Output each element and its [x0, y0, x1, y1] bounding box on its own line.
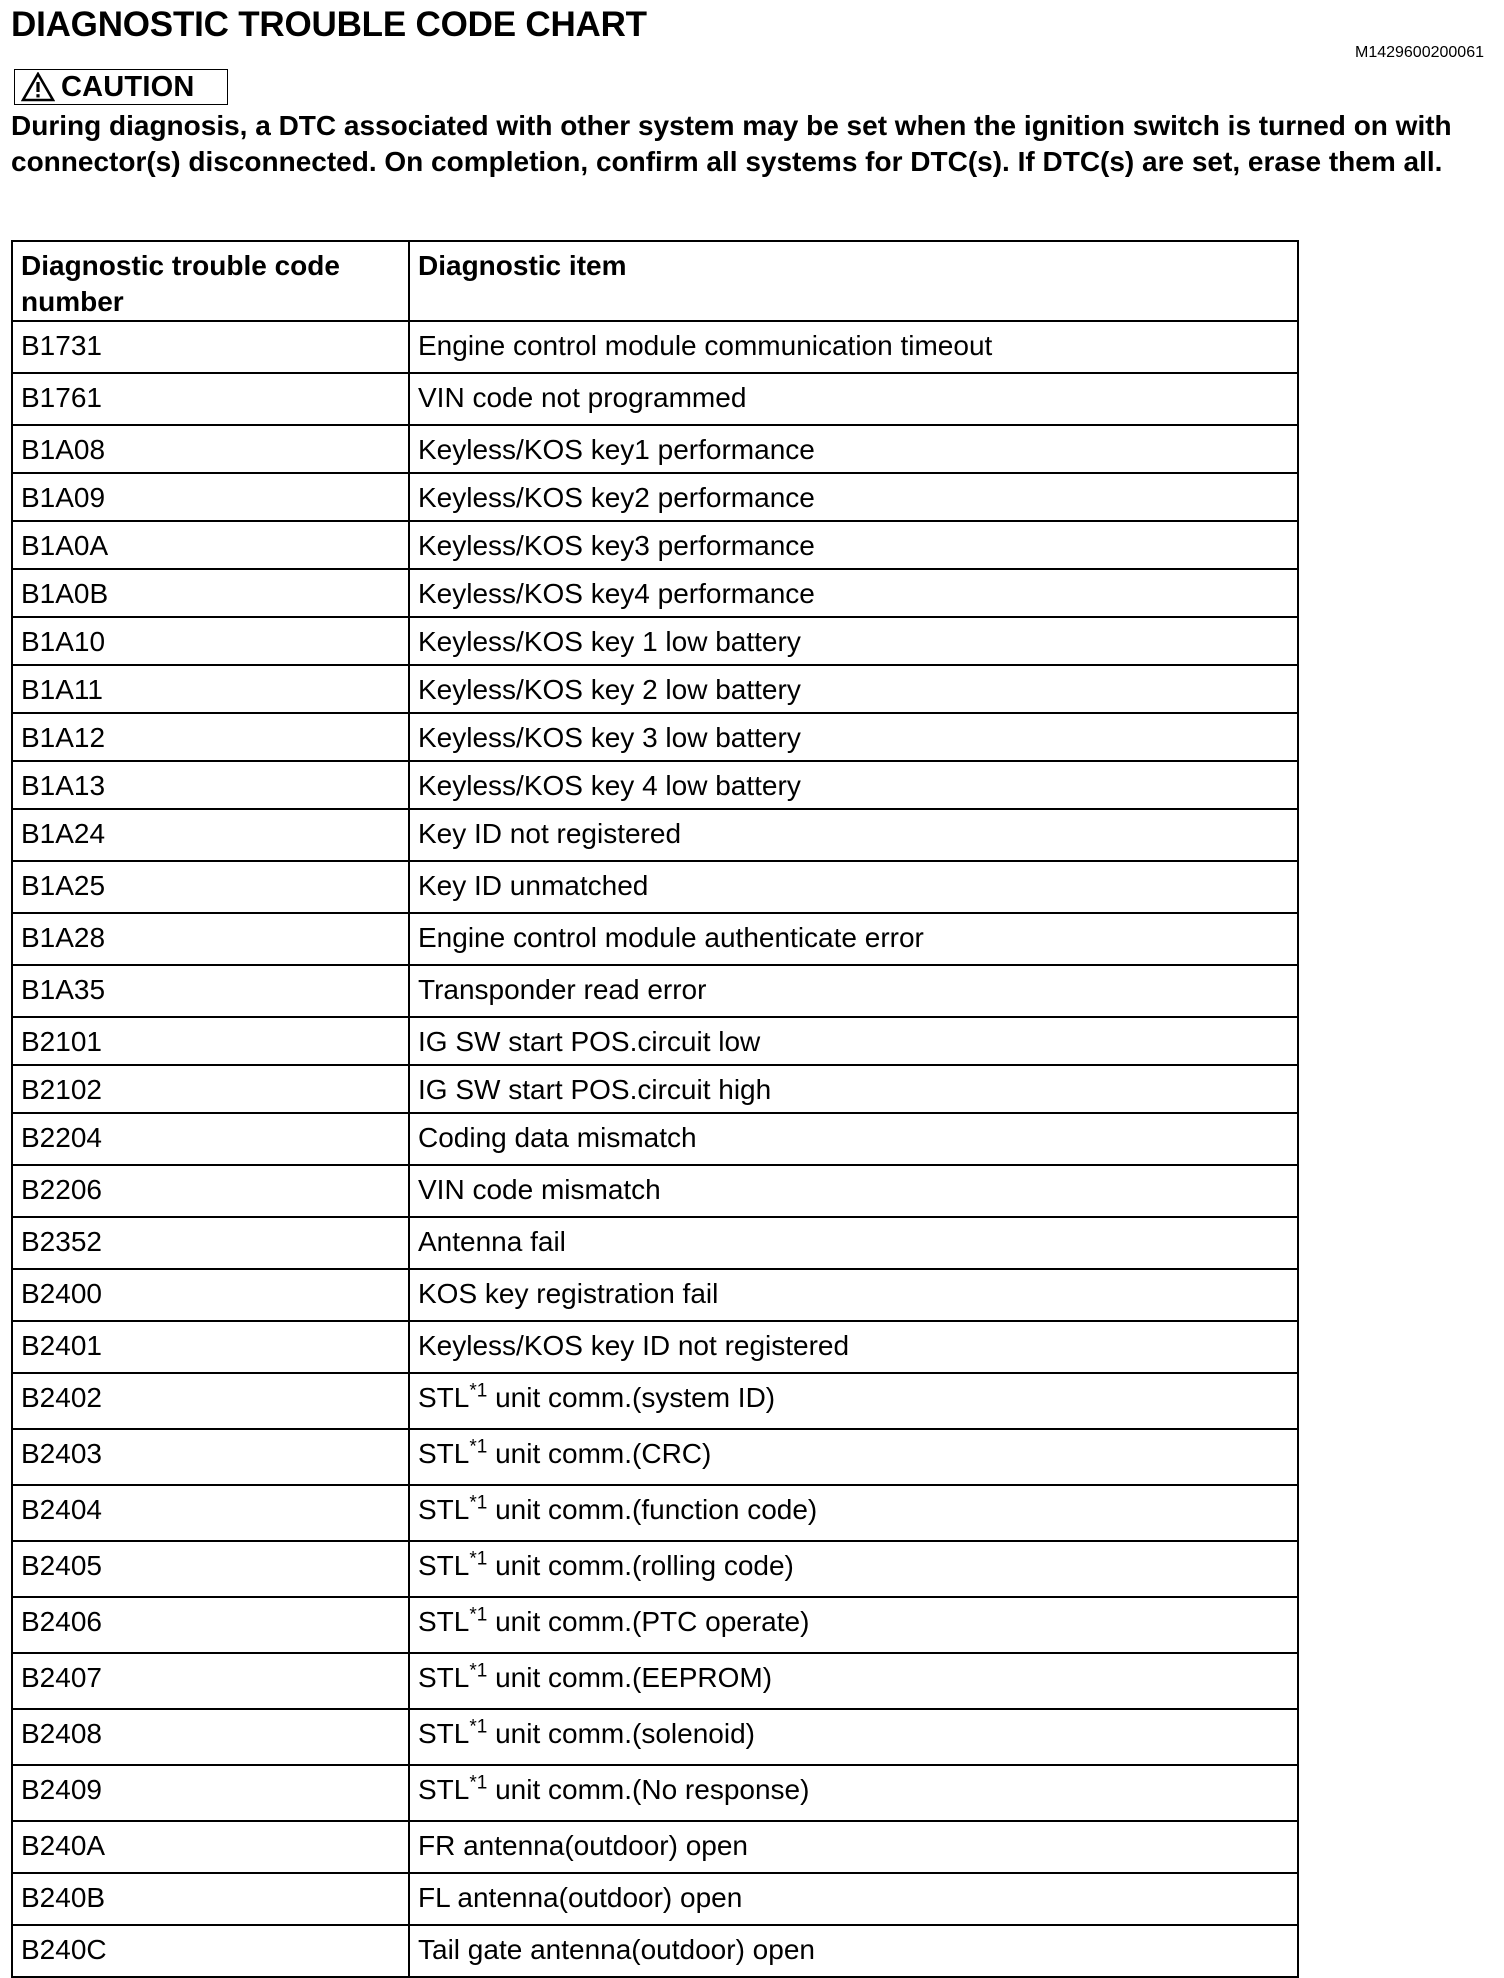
item-prefix: STL: [418, 1494, 470, 1525]
table-row: [12, 1017, 1298, 1065]
table-row: [12, 1373, 1298, 1429]
caution-text: During diagnosis, a DTC associated with other system may be set when the ignition switch is turned on with connector(s) disconnected. On completion, confirm all systems for DTC(s). If DTC(s) are set, erase them all.: [11, 110, 1452, 177]
dtc-code-cell: B1A11: [12, 665, 409, 713]
table-row: [12, 1597, 1298, 1653]
dtc-code-cell: B2204: [12, 1113, 409, 1165]
item-suffix: unit comm.(system ID): [487, 1382, 776, 1413]
table-row: [12, 1165, 1298, 1217]
table-row: [12, 1541, 1298, 1597]
table-row: [12, 521, 1298, 569]
dtc-code-cell: B1A12: [12, 713, 409, 761]
footnote-marker: *1: [469, 1548, 488, 1570]
item-prefix: STL: [418, 1606, 470, 1637]
table-row: [12, 1321, 1298, 1373]
dtc-code-cell: B2352: [12, 1217, 409, 1269]
table-row: [12, 1269, 1298, 1321]
table-row: [12, 617, 1298, 665]
diagnostic-item-cell: Keyless/KOS key 3 low battery: [409, 713, 1298, 761]
diagnostic-item-cell: Tail gate antenna(outdoor) open: [409, 1925, 1298, 1977]
diagnostic-item-cell: VIN code mismatch: [409, 1165, 1298, 1217]
dtc-code-cell: B2400: [12, 1269, 409, 1321]
diagnostic-item-cell: Keyless/KOS key 2 low battery: [409, 665, 1298, 713]
diagnostic-item-cell: FR antenna(outdoor) open: [409, 1821, 1298, 1873]
dtc-code-cell: B1A25: [12, 861, 409, 913]
table-row: [12, 1873, 1298, 1925]
table-row: [12, 1113, 1298, 1165]
caution-box: [14, 69, 228, 105]
item-suffix: unit comm.(PTC operate): [487, 1606, 810, 1637]
diagnostic-item-cell: IG SW start POS.circuit low: [409, 1017, 1298, 1065]
diagnostic-item-cell: VIN code not programmed: [409, 373, 1298, 425]
diagnostic-item-cell: Transponder read error: [409, 965, 1298, 1017]
item-prefix: STL: [418, 1662, 470, 1693]
diagnostic-item-cell: Keyless/KOS key ID not registered: [409, 1321, 1298, 1373]
footnote-marker: *1: [469, 1380, 488, 1402]
table-row: [12, 809, 1298, 861]
page-title: DIAGNOSTIC TROUBLE CODE CHART: [11, 5, 647, 44]
footnote-marker: *1: [469, 1436, 488, 1458]
caution-label: CAUTION: [61, 70, 195, 103]
table-row: [12, 913, 1298, 965]
diagnostic-item-cell: Key ID not registered: [409, 809, 1298, 861]
footnote-marker: *1: [469, 1716, 488, 1738]
table-row: [12, 373, 1298, 425]
diagnostic-item-cell: [409, 1653, 1298, 1709]
table-row: [12, 965, 1298, 1017]
diagnostic-item-cell: Engine control module communication timeout: [409, 321, 1298, 373]
diagnostic-item-cell: [409, 1485, 1298, 1541]
diagnostic-item-cell: [409, 1597, 1298, 1653]
table-row: [12, 321, 1298, 373]
dtc-code-cell: B1A08: [12, 425, 409, 473]
dtc-code-cell: B1A0B: [12, 569, 409, 617]
diagnostic-item-cell: Engine control module authenticate error: [409, 913, 1298, 965]
dtc-code-cell: B2403: [12, 1429, 409, 1485]
dtc-code-cell: B2401: [12, 1321, 409, 1373]
diagnostic-item-cell: [409, 1373, 1298, 1429]
diagnostic-item-cell: [409, 1765, 1298, 1821]
diagnostic-item-cell: Keyless/KOS key 4 low battery: [409, 761, 1298, 809]
table-row: [12, 761, 1298, 809]
dtc-code-cell: B1731: [12, 321, 409, 373]
item-prefix: STL: [418, 1382, 470, 1413]
table-row: [12, 1217, 1298, 1269]
warning-triangle-icon: [21, 72, 55, 102]
diagnostic-item-cell: [409, 1429, 1298, 1485]
item-prefix: STL: [418, 1718, 470, 1749]
table-row: [12, 1765, 1298, 1821]
table-row: [12, 1925, 1298, 1977]
table-row: [12, 1821, 1298, 1873]
dtc-code-cell: B2406: [12, 1597, 409, 1653]
dtc-code-cell: B1A28: [12, 913, 409, 965]
diagnostic-item-cell: Keyless/KOS key 1 low battery: [409, 617, 1298, 665]
diagnostic-item-cell: IG SW start POS.circuit high: [409, 1065, 1298, 1113]
table-row: [12, 861, 1298, 913]
dtc-code-cell: B2101: [12, 1017, 409, 1065]
footnote-marker: *1: [469, 1492, 488, 1514]
table-row: [12, 473, 1298, 521]
dtc-code-cell: B240A: [12, 1821, 409, 1873]
dtc-table: [11, 240, 1299, 1978]
item-suffix: unit comm.(function code): [487, 1494, 818, 1525]
dtc-code-cell: B2409: [12, 1765, 409, 1821]
table-row: [12, 1429, 1298, 1485]
diagnostic-item-cell: Keyless/KOS key2 performance: [409, 473, 1298, 521]
diagnostic-item-cell: Key ID unmatched: [409, 861, 1298, 913]
item-suffix: unit comm.(solenoid): [487, 1718, 755, 1749]
dtc-code-cell: B1A10: [12, 617, 409, 665]
item-prefix: STL: [418, 1438, 470, 1469]
diagnostic-item-cell: Keyless/KOS key1 performance: [409, 425, 1298, 473]
dtc-code-cell: B2408: [12, 1709, 409, 1765]
dtc-code-cell: B1A35: [12, 965, 409, 1017]
dtc-code-cell: B2404: [12, 1485, 409, 1541]
diagnostic-item-cell: Coding data mismatch: [409, 1113, 1298, 1165]
diagnostic-item-cell: [409, 1709, 1298, 1765]
footnote-marker: *1: [469, 1660, 488, 1682]
footnote-marker: *1: [469, 1604, 488, 1626]
table-row: [12, 665, 1298, 713]
header-code: Diagnostic trouble code number: [12, 241, 409, 321]
diagnostic-item-cell: KOS key registration fail: [409, 1269, 1298, 1321]
dtc-code-cell: B2402: [12, 1373, 409, 1429]
diagnostic-item-cell: Antenna fail: [409, 1217, 1298, 1269]
dtc-code-cell: B1A24: [12, 809, 409, 861]
item-suffix: unit comm.(rolling code): [487, 1550, 794, 1581]
dtc-code-cell: B2206: [12, 1165, 409, 1217]
item-prefix: STL: [418, 1550, 470, 1581]
item-suffix: unit comm.(No response): [487, 1774, 810, 1805]
table-row: [12, 1065, 1298, 1113]
dtc-code-cell: B240C: [12, 1925, 409, 1977]
diagnostic-item-cell: Keyless/KOS key4 performance: [409, 569, 1298, 617]
table-row: [12, 713, 1298, 761]
footnote-marker: *1: [469, 1772, 488, 1794]
table-header-row: [12, 241, 1298, 321]
dtc-code-cell: B2407: [12, 1653, 409, 1709]
diagnostic-item-cell: FL antenna(outdoor) open: [409, 1873, 1298, 1925]
item-prefix: STL: [418, 1774, 470, 1805]
dtc-code-cell: B2405: [12, 1541, 409, 1597]
table-row: [12, 425, 1298, 473]
header-item: Diagnostic item: [409, 241, 1298, 321]
document-id: M1429600200061: [1354, 44, 1484, 61]
table-row: [12, 1485, 1298, 1541]
table-row: [12, 1653, 1298, 1709]
item-suffix: unit comm.(EEPROM): [487, 1662, 773, 1693]
dtc-code-cell: B240B: [12, 1873, 409, 1925]
dtc-code-cell: B1A0A: [12, 521, 409, 569]
dtc-code-cell: B1A13: [12, 761, 409, 809]
diagnostic-item-cell: Keyless/KOS key3 performance: [409, 521, 1298, 569]
dtc-code-cell: B1761: [12, 373, 409, 425]
diagnostic-item-cell: [409, 1541, 1298, 1597]
dtc-code-cell: B2102: [12, 1065, 409, 1113]
item-suffix: unit comm.(CRC): [487, 1438, 712, 1469]
table-row: [12, 1709, 1298, 1765]
table-row: [12, 569, 1298, 617]
dtc-code-cell: B1A09: [12, 473, 409, 521]
